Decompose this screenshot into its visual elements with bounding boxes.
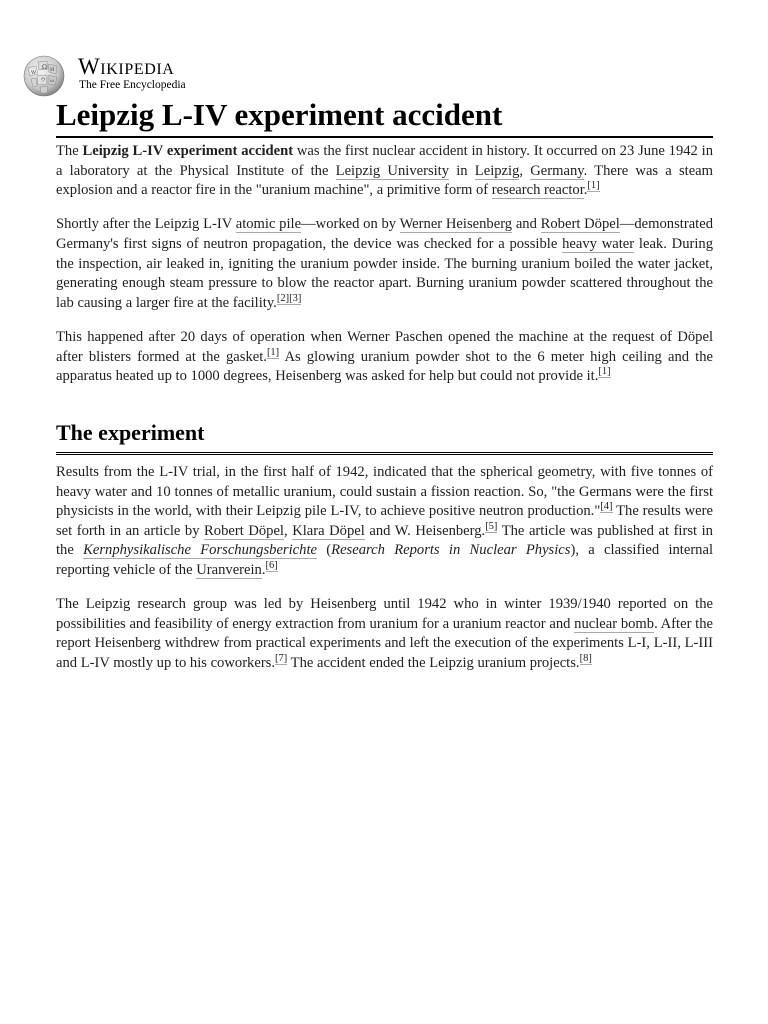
text: , — [283, 522, 293, 539]
text: in — [449, 162, 475, 179]
citation — [277, 293, 302, 305]
citation-link-1[interactable]: [1] — [266, 346, 280, 358]
paragraph-intro-3 — [56, 328, 713, 387]
italic-translation: Research Reports in Nuclear Physics — [331, 542, 571, 559]
paragraph-intro-1 — [56, 142, 713, 201]
link-leipzig[interactable]: Leipzig — [474, 162, 520, 179]
svg-text:И: И — [50, 67, 55, 73]
citation — [275, 653, 287, 665]
citation-link-8[interactable]: [8] — [579, 653, 592, 665]
svg-text:W: W — [31, 70, 37, 76]
paragraph-experiment-1 — [56, 463, 713, 581]
link-kernphysikalische-forschungsberichte[interactable]: Kernphysikalische Forschungsberichte — [83, 542, 317, 559]
citation-link-6[interactable]: [6] — [265, 560, 278, 572]
citation-link-5[interactable]: [5] — [485, 520, 498, 532]
text: and W. Heisenberg. — [364, 522, 486, 539]
text: The Leipzig research group was led by Heisenberg until 1942 who in winter 1939/1940 reported on the possibilities and feasibility of energy extraction from uranium for a uranium reactor and — [56, 596, 713, 632]
citation — [598, 366, 610, 378]
text: ( — [316, 542, 332, 559]
article-subject-bold: Leipzig L-IV experiment accident — [82, 143, 294, 159]
text: The accident ended the Leipzig uranium projects. — [287, 654, 580, 671]
svg-text:ω: ω — [50, 78, 55, 84]
article-intro — [56, 142, 713, 387]
citation-link-7[interactable]: [7] — [275, 653, 288, 665]
text: . After the report Heisenberg withdrew from practical experiments and left the execution of the experiments L-I, L-II, L-III and L-IV mostly up to his coworkers. — [56, 615, 713, 671]
link-germany[interactable]: Germany — [530, 162, 584, 179]
citation — [266, 560, 278, 572]
link-nuclear-bomb[interactable]: nuclear bomb — [574, 615, 655, 632]
paragraph-experiment-2 — [56, 595, 713, 673]
citation-link-3[interactable]: [3] — [289, 292, 302, 304]
wikipedia-masthead[interactable] — [20, 52, 220, 100]
text: The article was published at first in the — [56, 522, 713, 559]
link-uranverein[interactable]: Uranverein — [196, 561, 262, 578]
link-klara-dopel[interactable]: Klara Döpel — [292, 522, 365, 539]
text: —demonstrated Germany's first signs of neutron propagation, the device was checked for a possible — [56, 216, 713, 252]
page-title: Leipzig L-IV experiment accident — [56, 95, 713, 138]
wikipedia-wordmark: Wikipedia — [78, 54, 175, 79]
citation — [485, 521, 497, 533]
text: —worked on by — [301, 216, 400, 233]
section-the-experiment-body — [56, 463, 713, 674]
text: Results from the L-IV trial, in the first half of 1942, indicated that the spherical geometry, with five tonnes of heavy water and 10 tonnes of metallic uranium, could sustain a fission reaction. So, "the Germans were the first physicists in the world, with their Leipzig pile L-IV, to achieve positive neutron production." — [56, 464, 713, 520]
citation-link-4[interactable]: [4] — [600, 501, 613, 513]
svg-text:ウ: ウ — [40, 77, 47, 84]
citation-link-1[interactable]: [1] — [598, 366, 611, 378]
link-leipzig-university[interactable]: Leipzig University — [335, 162, 450, 179]
link-atomic-pile[interactable]: atomic pile — [235, 216, 302, 233]
text: . There was a steam explosion and a reactor fire in the "uranium machine", a primitive form of — [56, 162, 714, 199]
link-heavy-water[interactable]: heavy water — [562, 235, 635, 252]
link-research-reactor[interactable]: research reactor — [491, 182, 584, 199]
citation — [267, 347, 279, 359]
text: The — [56, 143, 83, 159]
citation — [600, 501, 612, 513]
text: Shortly after the Leipzig L-IV — [56, 216, 236, 233]
citation-link-2[interactable]: [2] — [276, 292, 290, 304]
text: The results were set forth in an article by — [56, 503, 713, 539]
text: leak. During the inspection, air leaked in, igniting the uranium powder inside. The burning uranium boiled the water jacket, generating enough steam pressure to blow the reactor apart. Burning uranium powder scattered throughout the lab causing a larger fire at the facility. — [56, 235, 713, 311]
text: was the first nuclear accident in history. It occurred on 23 June 1942 in a laboratory at the Physical Institute of the — [56, 143, 713, 179]
citation — [587, 180, 599, 192]
wikipedia-globe-logo — [20, 54, 68, 98]
paragraph-intro-2 — [56, 215, 713, 313]
link-werner-heisenberg[interactable]: Werner Heisenberg — [399, 216, 513, 233]
svg-text:Ω: Ω — [42, 64, 47, 71]
text: ), a classified internal reporting vehicle of the — [56, 542, 714, 578]
text: and — [512, 216, 541, 233]
text: . — [583, 182, 588, 199]
text: . — [261, 561, 266, 578]
text: As glowing uranium powder shot to the 6 meter high ceiling and the apparatus heated up to 1000 degrees, Heisenberg was asked for help but could not provide it. — [56, 348, 714, 385]
citation-link-1[interactable]: [1] — [587, 180, 600, 192]
section-heading-the-experiment: The experiment — [56, 418, 713, 455]
text: , — [519, 162, 531, 179]
link-robert-dopel[interactable]: Robert Döpel — [540, 216, 620, 233]
wikipedia-tagline: The Free Encyclopedia — [79, 79, 186, 91]
link-robert-dopel[interactable]: Robert Döpel — [204, 522, 284, 539]
text: This happened after 20 days of operation when Werner Paschen opened the machine at the request of Döpel after blisters formed at the gasket. — [56, 328, 713, 365]
citation — [580, 653, 592, 665]
